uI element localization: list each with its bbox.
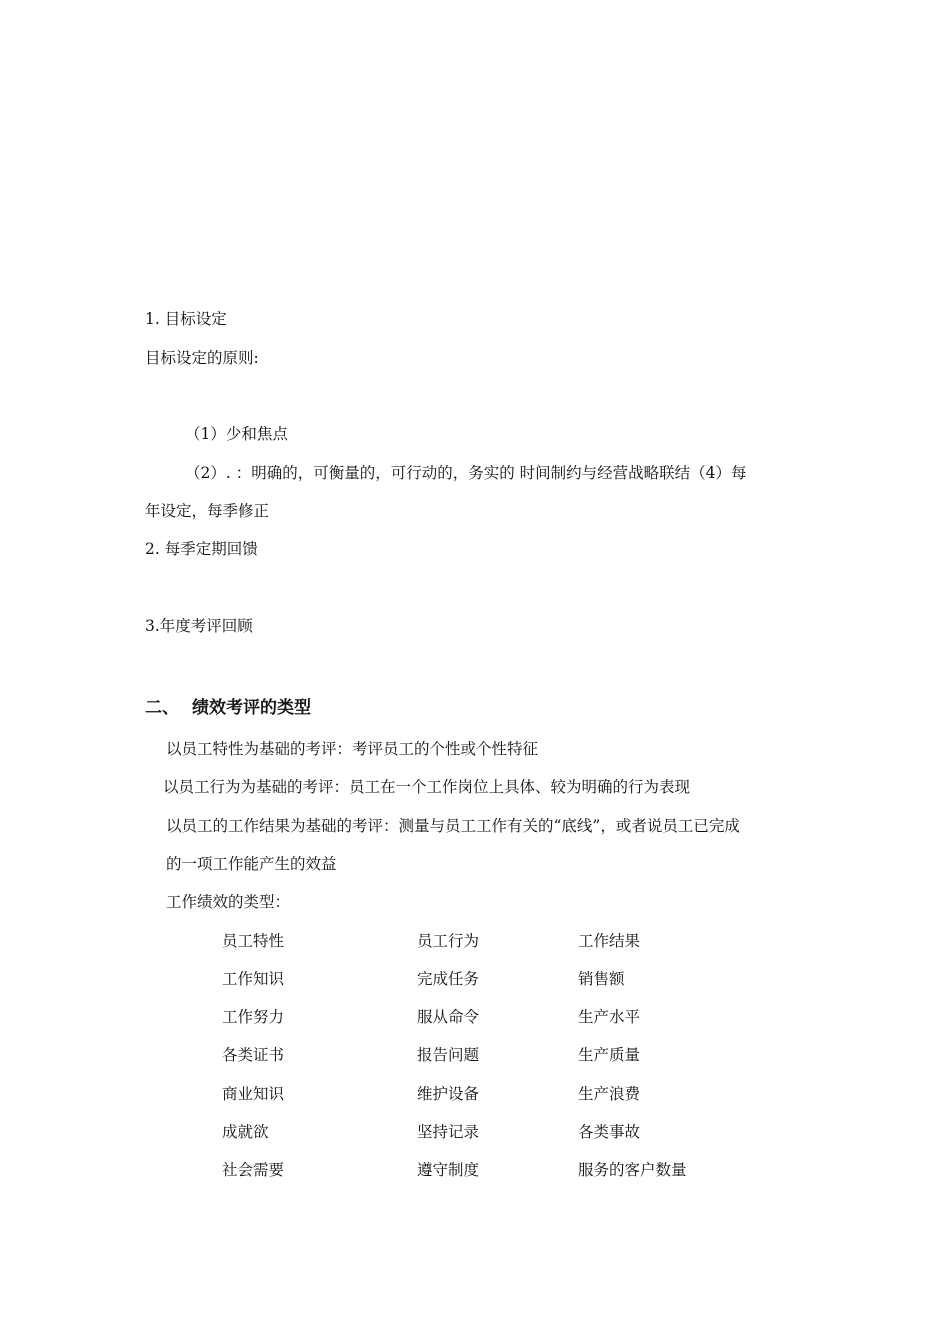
result-based-appraisal-line2: 的一项工作能产生的效益 bbox=[166, 855, 337, 873]
table-cell: 工作知识 bbox=[222, 970, 285, 988]
table-cell: 生产水平 bbox=[578, 1008, 641, 1026]
table-cell: 遵守制度 bbox=[417, 1161, 480, 1179]
table-cell: 生产浪费 bbox=[578, 1085, 641, 1103]
table-header-cell: 员工行为 bbox=[417, 932, 480, 950]
table-cell: 坚持记录 bbox=[417, 1123, 480, 1141]
table-cell: 工作努力 bbox=[222, 1008, 285, 1026]
table-cell: 各类证书 bbox=[222, 1046, 285, 1064]
principle-2-line1: （2）. ：明确的，可衡量的，可行动的，务实的 时间制约与经营战略联结（4）每 bbox=[185, 464, 747, 482]
section2-title: 绩效考评的类型 bbox=[192, 698, 311, 718]
table-cell: 完成任务 bbox=[417, 970, 480, 988]
table-cell: 服从命令 bbox=[417, 1008, 480, 1026]
table-cell: 生产质量 bbox=[578, 1046, 641, 1064]
item-quarterly-feedback-title: 2. 每季定期回馈 bbox=[145, 540, 258, 558]
table-cell: 服务的客户数量 bbox=[578, 1161, 687, 1179]
performance-types-label: 工作绩效的类型： bbox=[166, 893, 291, 911]
table-cell: 维护设备 bbox=[417, 1085, 480, 1103]
table-header-cell: 工作结果 bbox=[578, 932, 641, 950]
table-cell: 成就欲 bbox=[222, 1123, 269, 1141]
goal-principles-label: 目标设定的原则: bbox=[145, 349, 259, 367]
result-based-appraisal-line1: 以员工的工作结果为基础的考评：测量与员工工作有关的“底线”，或者说员工已完成 bbox=[166, 817, 740, 835]
table-header-cell: 员工特性 bbox=[222, 932, 285, 950]
item-goal-setting-title: 1. 目标设定 bbox=[145, 310, 227, 328]
table-cell: 各类事故 bbox=[578, 1123, 641, 1141]
table-cell: 销售额 bbox=[578, 970, 625, 988]
principle-2-line2: 年设定，每季修正 bbox=[145, 502, 270, 520]
behavior-based-appraisal: 以员工行为为基础的考评：员工在一个工作岗位上具体、较为明确的行为表现 bbox=[163, 778, 691, 796]
section2-number: 二、 bbox=[145, 698, 179, 718]
table-cell: 社会需要 bbox=[222, 1161, 285, 1179]
trait-based-appraisal: 以员工特性为基础的考评：考评员工的个性或个性特征 bbox=[166, 740, 539, 758]
table-cell: 报告问题 bbox=[417, 1046, 480, 1064]
table-cell: 商业知识 bbox=[222, 1085, 285, 1103]
item-annual-review-title: 3.年度考评回顾 bbox=[145, 617, 253, 635]
principle-1: （1）少和焦点 bbox=[185, 425, 288, 443]
